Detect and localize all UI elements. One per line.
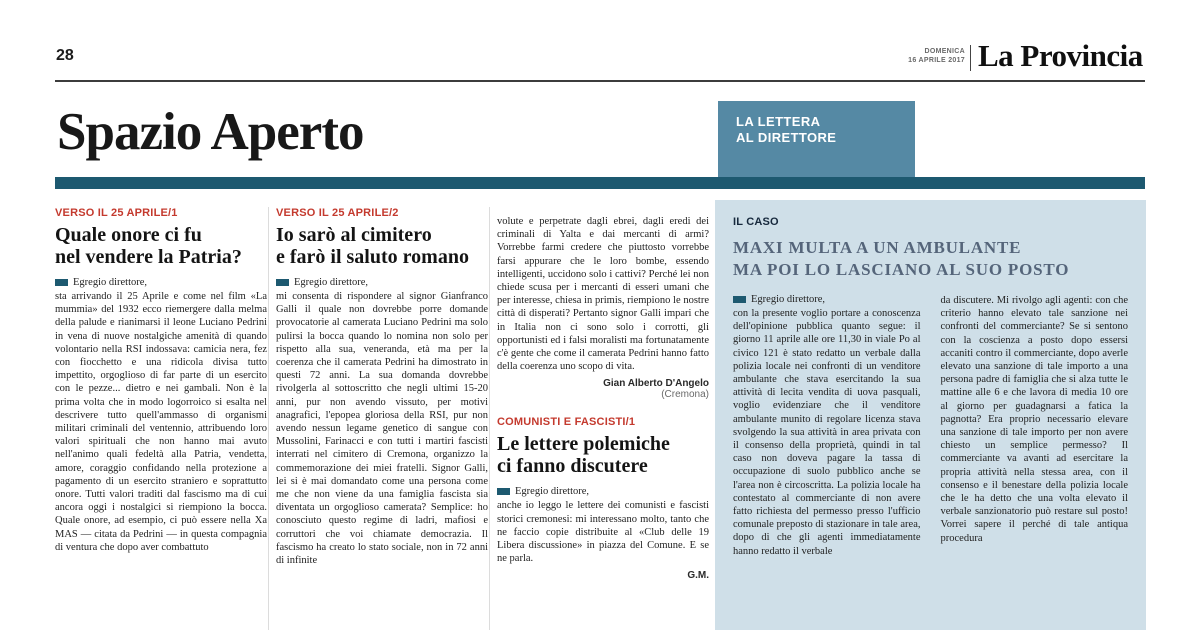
il-caso-columns bbox=[733, 294, 1128, 558]
signature-initials: G.M. bbox=[687, 570, 709, 582]
letter-bullet-icon bbox=[733, 296, 746, 303]
letter-bullet-icon bbox=[497, 488, 510, 495]
section-accent-bar bbox=[55, 177, 1145, 189]
tag-line-1: LA LETTERA bbox=[736, 114, 821, 129]
section-title: Spazio Aperto bbox=[57, 103, 364, 161]
kicker-verso-25-aprile-2: VERSO IL 25 APRILE/2 bbox=[276, 207, 399, 219]
column-rule bbox=[489, 207, 490, 630]
il-caso-box bbox=[715, 200, 1146, 630]
tag-line-2: AL DIRETTORE bbox=[736, 130, 837, 145]
column-rule bbox=[268, 207, 269, 630]
letter-2-signature bbox=[497, 378, 709, 400]
letter-1-headline: Quale onore ci fu nel vendere la Patria? bbox=[55, 224, 242, 268]
il-caso-greeting: Egregio direttore, bbox=[733, 294, 921, 305]
masthead-logo: La Provincia bbox=[978, 38, 1143, 73]
letter-4-headline: Le lettere polemiche ci fanno discutere bbox=[497, 433, 670, 478]
letter-2-continuation: volute e perpetrate dagli ebrei, dagli eredi dei criminali di Yalta e dai mercanti di armi? Vorrebbe farmi credere che piuttosto vorrebbe farsi appurare che le loro bombe, essendo intelligenti, uccidono solo i cattivi? Perché lei non chiede scusa per i mercanti di esseri umani che per interesse, chiesa in primis, riempiono le nostre città di disperati? Pertanto signor Galli impari che in Italia non ci sono solo i corrotti, gli opportunisti ed i falsi moralisti ma fortunatamente c'è gente che come il camerata Pedrini hanno fatto della coerenza uno scopo di vita. bbox=[497, 216, 709, 373]
il-caso-column-left bbox=[733, 294, 921, 558]
kicker-comunisti-fascisti-1: COMUNISTI E FASCISTI/1 bbox=[497, 416, 636, 429]
letter-4-block bbox=[497, 416, 709, 581]
masthead-divider bbox=[970, 45, 971, 71]
letter-2-body: mi consenta di rispondere al signor Gianfranco Galli il quale non dovrebbe porre domande provocatorie al camerata Luciano Pedrini ma solo pulirsi la bocca quando lo nomina non solo per rispetto alla sua, veneranda, età ma per la coerenza che il camerata Pedrini ha dimostrato in questi 72 anni. La sua domanda dovrebbe rivolgerla al sottoscritto che negli ultimi 15-20 anni, pur non avendo vissuto, per motivi anagrafici, l'epopea gloriosa della RSI, pur non avendo nessun legame genetico di sangue con Mussolini, Farinacci e con tutti i martiri fascisti interrati nel cimitero di Cremona, organizzo la commemorazione dei miei fratelli. Signor Galli, lei si è mai domandato come una persona come me che non viene da una famiglia fascista sia diventata un orgoglioso camerata? Semplice: ho conosciuto questo regime di ladri, mafiosi e corruttori che voi chiamate democrazia. Il fascismo ha creato lo stato sociale, non in 72 anni di infinite bbox=[276, 291, 488, 567]
il-caso-column-right bbox=[941, 294, 1129, 558]
letter-column-3 bbox=[497, 207, 709, 630]
letter-4-greeting: Egregio direttore, bbox=[497, 486, 709, 497]
il-caso-headline: MAXI MULTA A UN AMBULANTE MA POI LO LASCIANO AL SUO POSTO bbox=[733, 238, 1070, 279]
edition-date bbox=[885, 47, 965, 65]
kicker-verso-25-aprile-1: VERSO IL 25 APRILE/1 bbox=[55, 207, 178, 219]
il-caso-body-right: da discutere. Mi rivolgo agli agenti: con che criterio hanno elevato tale sanzione nei confronti del commerciante? Se si sentono con la coscienza a posto dopo essersi accaniti contro il commerciante, dopo averle elevato una sanzione di tale importo a una persona padre di famiglia che si alza tutte le mattine alle 6 e che lavora di media 10 ore al giorno per guadagnarsi a fatica la pagnotta? Era proprio necessario elevare una sanzione di tale importo per non avere chiesto un semplice permesso? Il commerciante va avanti ad esercitare la propria attività nella stessa area, con il consenso e il benestare della polizia locale che le ha detto che una volta elevato il verbale sanzionatorio può restare sul posto! Vorrei sapere il perché di tale antiqua procedura bbox=[940, 295, 1128, 544]
letter-2-greeting: Egregio direttore, bbox=[276, 277, 488, 288]
letter-bullet-icon bbox=[276, 279, 289, 286]
signature-place: (Cremona) bbox=[661, 389, 709, 401]
page-number: 28 bbox=[56, 47, 74, 64]
edition-day: DOMENICA bbox=[924, 48, 965, 55]
letter-2-headline: Io sarò al cimitero e farò il saluto romano bbox=[276, 224, 469, 268]
letter-4-signature bbox=[497, 570, 709, 581]
letter-to-editor-tag bbox=[718, 101, 915, 177]
letter-bullet-icon bbox=[55, 279, 68, 286]
il-caso-label: IL CASO bbox=[733, 216, 779, 228]
letter-column-1 bbox=[55, 207, 267, 630]
signature-name: Gian Alberto D'Angelo bbox=[603, 378, 709, 390]
header-rule bbox=[55, 80, 1145, 82]
letter-4-body: anche io leggo le lettere dei comunisti e fascisti storici cremonesi: mi interessano molto, tanto che ne faccio copie distribuite al «Club delle 19 Libera discussione» in piazza del Comune. E se ne parla. bbox=[497, 500, 709, 565]
letter-column-2 bbox=[276, 207, 488, 630]
edition-date-text: 16 APRILE 2017 bbox=[908, 57, 965, 64]
letter-1-body: sta arrivando il 25 Aprile e come nel film «La mummia» del 1932 ecco riemergere dalla melma della palude e rianimarsi il leone Luciano Pedrini in vena di nuove nostalgiche amenità di quando volontario nella RSI indossava: camicia nera, fez con fiocchetto e una ridicola divisa tutto impettito, orgoglioso di far parte di un esercito con le pezze... dietro e nei gambali. Non è la prima volta che in modo logorroico si esalta nel descrivere tutto quell'ammasso di organismi militari criminali del ventennio, attribuendo loro valori spirituali che non hanno mai avuto nell'animo quali fedeltà alla Patria, vendetta, amore, coraggio confidando nella protezione a pagamento di un esercito straniero e soprattutto onore. Tutti valori traditi dal fascismo ma di cui ancora oggi i nostalgici si riempiono la bocca. Quale onore, ad esempio, ci può essere nella Xa MAS — citata da Pedrini — in questa compagnia di ventura che dopo aver combattuto bbox=[55, 291, 267, 553]
il-caso-body-left: con la presente voglio portare a conoscenza dell'opinione pubblica quanto segue: il giorno 11 aprile alle ore 11,30 in viale Po al civico 121 è stato redatto un verbale dalla polizia locale nei confronti di un venditore ambulante che stava esercitando la sua attività di lecita vendita di uova pasquali, voglio evidenziare che il venditore ambulante munito di regolare licenza stava svolgendo la sua attività in area privata con il consenso della proprietà, quindi in tal caso non doveva pagare la tassa di occupazione di suolo pubblico anche se l'area non è circoscritta. La polizia locale ha contestato al commerciante di non avere fatto richiesta del permesso presso l'ufficio comunale preposto di stazionare in tale area, dopo di che gli agenti immediatamente hanno redatto il verbale bbox=[733, 308, 921, 557]
letter-1-greeting: Egregio direttore, bbox=[55, 277, 267, 288]
